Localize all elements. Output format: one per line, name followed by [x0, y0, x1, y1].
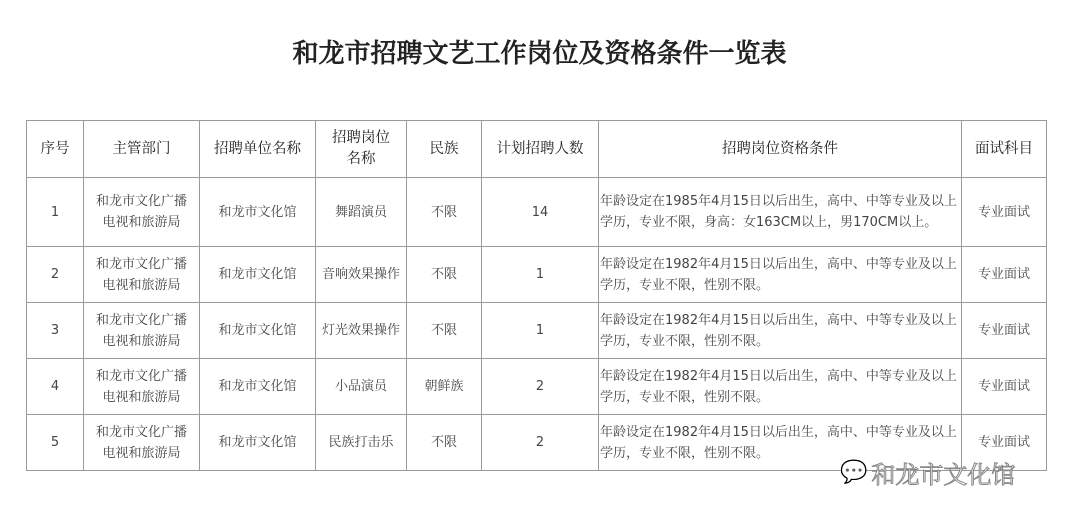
cell-dept: 和龙市文化广播电视和旅游局: [84, 178, 200, 247]
cell-count: 2: [482, 415, 599, 471]
table-row: [27, 303, 1047, 359]
cell-unit: 和龙市文化馆: [200, 178, 316, 247]
cell-post: 灯光效果操作: [316, 303, 407, 359]
cell-no: 2: [27, 247, 84, 303]
page-title: 和龙市招聘文艺工作岗位及资格条件一览表: [292, 39, 787, 69]
cell-exam: 专业面试: [962, 415, 1047, 471]
cell-exam: 专业面试: [962, 178, 1047, 247]
cell-no: 5: [27, 415, 84, 471]
cell-no: 4: [27, 359, 84, 415]
table-row: [27, 247, 1047, 303]
header-cell: 主管部门: [84, 121, 200, 178]
cell-ethnic: 不限: [407, 247, 482, 303]
cell-ethnic: 不限: [407, 178, 482, 247]
table-row: [27, 178, 1047, 247]
header-cell: 招聘单位名称: [200, 121, 316, 178]
cell-post: 小品演员: [316, 359, 407, 415]
cell-unit: 和龙市文化馆: [200, 415, 316, 471]
header-cell: 序号: [27, 121, 84, 178]
cell-dept: 和龙市文化广播电视和旅游局: [84, 415, 200, 471]
header-cell: 计划招聘人数: [482, 121, 599, 178]
cell-dept: 和龙市文化广播电视和旅游局: [84, 359, 200, 415]
wechat-icon: 💬: [840, 460, 868, 485]
cell-ethnic: 不限: [407, 415, 482, 471]
cell-count: 2: [482, 359, 599, 415]
header-cell: 招聘岗位资格条件: [599, 121, 962, 178]
header-cell: 面试科目: [962, 121, 1047, 178]
cell-unit: 和龙市文化馆: [200, 247, 316, 303]
cell-dept: 和龙市文化广播电视和旅游局: [84, 247, 200, 303]
cell-dept: 和龙市文化广播电视和旅游局: [84, 303, 200, 359]
watermark-text: 和龙市文化馆: [871, 461, 1016, 489]
watermark: [840, 455, 1015, 490]
cell-ethnic: 不限: [407, 303, 482, 359]
cell-post: 舞蹈演员: [316, 178, 407, 247]
cell-ethnic: 朝鲜族: [407, 359, 482, 415]
cell-unit: 和龙市文化馆: [200, 303, 316, 359]
header-cell: 招聘岗位名称: [316, 121, 407, 178]
cell-unit: 和龙市文化馆: [200, 359, 316, 415]
cell-exam: 专业面试: [962, 303, 1047, 359]
cell-cond: 年龄设定在1982年4月15日以后出生，高中、中等专业及以上学历，专业不限，性别不限。: [599, 415, 962, 471]
cell-count: 1: [482, 247, 599, 303]
cell-post: 民族打击乐: [316, 415, 407, 471]
cell-count: 14: [482, 178, 599, 247]
cell-cond: 年龄设定在1982年4月15日以后出生，高中、中等专业及以上学历，专业不限，性别不限。: [599, 303, 962, 359]
cell-exam: 专业面试: [962, 359, 1047, 415]
cell-post: 音响效果操作: [316, 247, 407, 303]
cell-no: 3: [27, 303, 84, 359]
positions-table: [26, 120, 1047, 471]
cell-cond: 年龄设定在1982年4月15日以后出生，高中、中等专业及以上学历，专业不限，性别不限。: [599, 247, 962, 303]
cell-count: 1: [482, 303, 599, 359]
cell-cond: 年龄设定在1982年4月15日以后出生，高中、中等专业及以上学历，专业不限，性别不限。: [599, 359, 962, 415]
cell-exam: 专业面试: [962, 247, 1047, 303]
table-row: [27, 359, 1047, 415]
table-header: [27, 121, 1047, 178]
cell-cond: 年龄设定在1985年4月15日以后出生，高中、中等专业及以上学历，专业不限，身高：女163CM以上，男170CM以上。: [599, 178, 962, 247]
header-cell: 民族: [407, 121, 482, 178]
cell-no: 1: [27, 178, 84, 247]
